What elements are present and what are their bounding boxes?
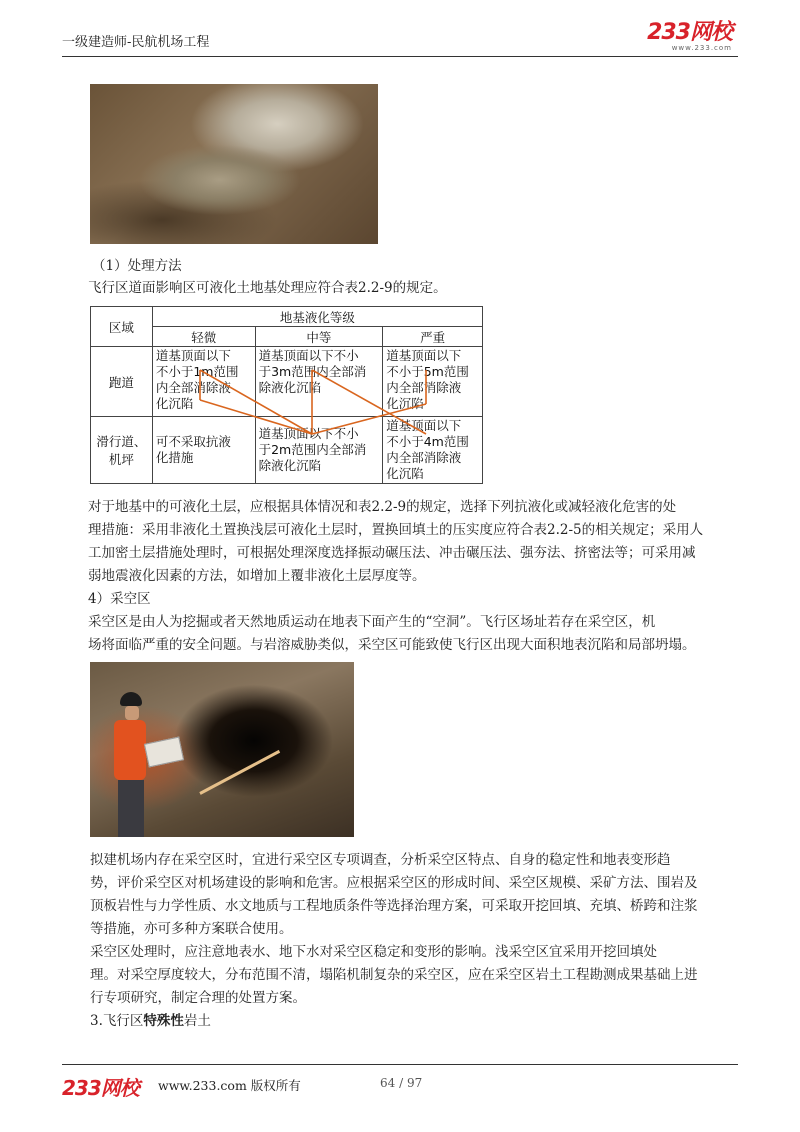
- table-header-level: 轻微: [152, 327, 255, 347]
- footer-divider: [62, 1064, 738, 1065]
- tablet-device: [144, 737, 184, 768]
- miner-figure: [108, 692, 148, 837]
- paragraph-line: 顶板岩性与力学性质、水文地质与工程地质条件等选择治理方案，可采取开挖回填、充填、桥跨和注浆: [90, 898, 698, 914]
- paragraph-line: 采空区是由人为挖掘或者天然地质运动在地表下面产生的“空洞”。飞行区场址若存在采空区，机: [88, 614, 656, 630]
- paragraph-line: 工加密土层措施处理时，可根据处理深度选择振动碾压法、冲击碾压法、强夯法、挤密法等；可采用减: [88, 545, 696, 561]
- paragraph-line: 拟建机场内存在采空区时，宜进行采空区专项调查，分析采空区特点、自身的稳定性和地表变形趋: [90, 852, 671, 868]
- paragraph-line: 等措施，亦可多种方案联合使用。: [90, 921, 293, 937]
- table-cell: 道基顶面以下 不小于5m范围 内全部消除液 化沉陷: [383, 347, 483, 417]
- paragraph-line: 行专项研究，制定合理的处置方案。: [90, 990, 306, 1006]
- mine-goaf-photo: [90, 662, 354, 837]
- table-cell: 道基顶面以下不小 于3m范围内全部消 除液化沉陷: [255, 347, 383, 417]
- survey-rod: [199, 750, 280, 795]
- paragraph-line: 势，评价采空区对机场建设的影响和危害。应根据采空区的形成时间、采空区规模、采矿方法、围岩及: [90, 875, 698, 891]
- paragraph-line: 理。对采空厚度较大，分布范围不清，塌陷机制复杂的采空区，应在采空区岩土工程勘测成果基础上进: [90, 967, 698, 983]
- table-header-region: 区域: [91, 307, 153, 347]
- table-header-level: 严重: [383, 327, 483, 347]
- table-cell: 道基顶面以下 不小于1m范围 内全部消除液 化沉陷: [152, 347, 255, 417]
- section-heading-treatment: （1）处理方法: [92, 258, 182, 274]
- table-cell: 道基顶面以下不小 于2m范围内全部消 除液化沉陷: [255, 417, 383, 484]
- table-row: [91, 417, 483, 484]
- footer-copyright: www.233.com 版权所有: [158, 1078, 301, 1093]
- table-header-level: 中等: [255, 327, 383, 347]
- table-header-liquefaction-level: 地基液化等级: [152, 307, 482, 327]
- document-title: 一级建造师-民航机场工程: [62, 35, 210, 50]
- table-cell-region: 滑行道、 机坪: [91, 417, 153, 484]
- table-cell: 道基顶面以下 不小于4m范围 内全部消除液 化沉陷: [383, 417, 483, 484]
- paragraph-line: 采空区处理时，应注意地表水、地下水对采空区稳定和变形的影响。浅采空区宜采用开挖回填处: [90, 944, 657, 960]
- section-heading-goaf: 4）采空区: [88, 591, 151, 607]
- paragraph-line: 弱地震液化因素的方法，如增加上覆非液化土层厚度等。: [88, 568, 426, 584]
- table-row: [91, 347, 483, 417]
- section-heading-special-soil: 3.飞行区特殊性岩土: [90, 1013, 211, 1029]
- table-cell: 可不采取抗液 化措施: [152, 417, 255, 484]
- liquefied-ground-photo: [90, 84, 378, 244]
- section-intro-text: 飞行区道面影响区可液化土地基处理应符合表2.2-9的规定。: [88, 280, 447, 296]
- paragraph-line: 理措施：采用非液化土置换浅层可液化土层时，置换回填土的压实度应符合表2.2-5的相关规定；采用人: [88, 522, 704, 538]
- paragraph-line: 对于地基中的可液化土层，应根据具体情况和表2.2-9的规定，选择下列抗液化或减轻液化危害的处: [88, 499, 677, 515]
- liquefaction-treatment-table: [90, 306, 483, 484]
- table-cell-region: 跑道: [91, 347, 153, 417]
- page-number: 64 / 97: [380, 1076, 423, 1090]
- paragraph-line: 场将面临严重的安全问题。与岩溶威胁类似，采空区可能致使飞行区出现大面积地表沉陷和局部坍塌。: [88, 637, 696, 653]
- footer-brand-logo[interactable]: 233网校: [62, 1076, 139, 1100]
- brand-logo-text: 233网校: [647, 20, 732, 45]
- brand-logo[interactable]: [647, 22, 732, 52]
- brand-logo-url: www.233.com: [671, 44, 732, 52]
- header-divider: [62, 56, 738, 57]
